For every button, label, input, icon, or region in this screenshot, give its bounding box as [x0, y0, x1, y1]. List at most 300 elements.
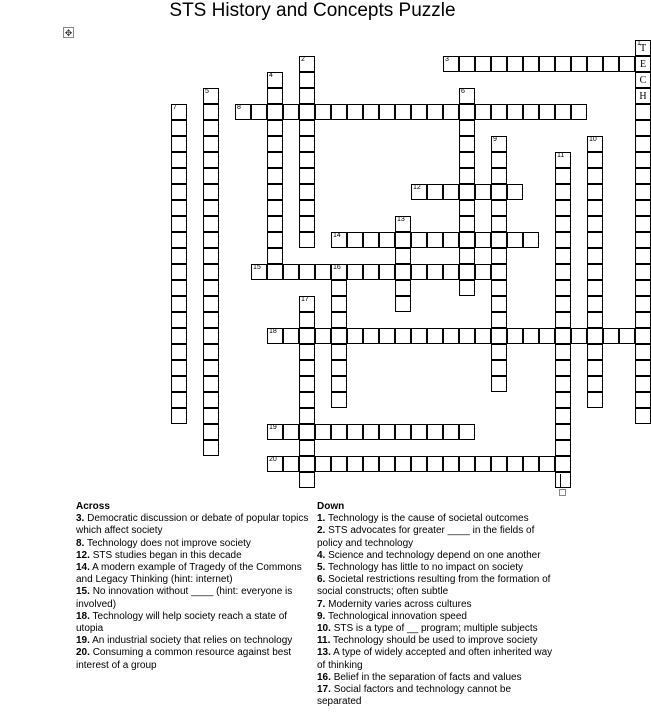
grid-cell[interactable] [491, 216, 507, 232]
grid-cell[interactable] [539, 104, 555, 120]
grid-cell[interactable] [267, 248, 283, 264]
clue-number: 17. [317, 684, 331, 696]
grid-cell[interactable] [427, 184, 443, 200]
grid-cell[interactable] [171, 120, 187, 136]
grid-cell[interactable] [459, 88, 475, 104]
grid-cell[interactable] [395, 280, 411, 296]
clue-text: A modern example of Tragedy of the Commons and Legacy Thinking (hint: internet) [76, 562, 302, 586]
move-handle-icon[interactable]: ✥ [64, 28, 73, 38]
grid-cell[interactable] [587, 152, 603, 168]
grid-cell[interactable] [603, 56, 619, 72]
grid-cell[interactable] [555, 280, 571, 296]
grid-cell[interactable] [203, 376, 219, 392]
grid-cell[interactable] [203, 136, 219, 152]
grid-cell[interactable] [491, 168, 507, 184]
grid-cell[interactable] [491, 152, 507, 168]
grid-cell[interactable] [267, 104, 283, 120]
grid-cell[interactable] [475, 232, 491, 248]
grid-cell[interactable] [587, 392, 603, 408]
clue-number: 18. [76, 610, 90, 622]
grid-cell[interactable] [459, 104, 475, 120]
grid-cell[interactable] [427, 456, 443, 472]
grid-cell[interactable] [427, 104, 443, 120]
grid-cell[interactable] [315, 456, 331, 472]
grid-cell[interactable] [587, 360, 603, 376]
grid-cell[interactable] [331, 232, 347, 248]
grid-cell[interactable] [459, 328, 475, 344]
grid-cell[interactable] [331, 360, 347, 376]
grid-cell[interactable] [635, 296, 651, 312]
grid-cell[interactable] [443, 184, 459, 200]
grid-cell[interactable] [523, 328, 539, 344]
grid-cell[interactable] [203, 296, 219, 312]
grid-cell[interactable] [171, 360, 187, 376]
grid-cell[interactable] [635, 184, 651, 200]
grid-cell[interactable] [587, 200, 603, 216]
grid-cell[interactable] [507, 56, 523, 72]
grid-cell[interactable] [555, 408, 571, 424]
grid-cell[interactable] [363, 232, 379, 248]
grid-cell[interactable] [171, 392, 187, 408]
grid-cell[interactable] [267, 216, 283, 232]
grid-cell[interactable] [635, 216, 651, 232]
grid-cell[interactable] [635, 88, 651, 104]
grid-cell[interactable] [587, 312, 603, 328]
grid-cell[interactable] [267, 72, 283, 88]
grid-cell[interactable] [299, 424, 315, 440]
grid-cell[interactable] [411, 456, 427, 472]
grid-cell[interactable] [475, 328, 491, 344]
grid-cell[interactable] [635, 168, 651, 184]
grid-cell[interactable] [555, 392, 571, 408]
grid-cell[interactable] [427, 424, 443, 440]
grid-cell[interactable] [539, 56, 555, 72]
grid-cell[interactable] [635, 312, 651, 328]
grid-cell[interactable] [331, 456, 347, 472]
grid-cell[interactable] [491, 264, 507, 280]
grid-cell[interactable] [459, 200, 475, 216]
grid-cell[interactable] [235, 104, 251, 120]
grid-cell[interactable] [491, 104, 507, 120]
grid-cell[interactable] [635, 280, 651, 296]
grid-cell[interactable] [171, 296, 187, 312]
grid-cell[interactable] [347, 232, 363, 248]
grid-cell[interactable] [555, 296, 571, 312]
grid-cell[interactable] [203, 152, 219, 168]
grid-cell[interactable] [299, 328, 315, 344]
grid-cell[interactable] [635, 152, 651, 168]
grid-cell[interactable] [347, 264, 363, 280]
grid-cell[interactable] [635, 72, 651, 88]
grid-cell[interactable] [635, 344, 651, 360]
grid-cell[interactable] [459, 424, 475, 440]
grid-cell[interactable] [299, 392, 315, 408]
grid-cell[interactable] [331, 280, 347, 296]
grid-cell[interactable] [443, 232, 459, 248]
grid-cell[interactable] [475, 184, 491, 200]
grid-cell[interactable] [203, 200, 219, 216]
grid-cell[interactable] [587, 136, 603, 152]
grid-cell[interactable] [491, 312, 507, 328]
grid-cell[interactable] [443, 456, 459, 472]
grid-cell[interactable] [347, 328, 363, 344]
grid-cell[interactable] [555, 376, 571, 392]
grid-cell[interactable] [267, 168, 283, 184]
grid-cell[interactable] [459, 232, 475, 248]
grid-cell[interactable] [587, 296, 603, 312]
grid-cell[interactable] [171, 136, 187, 152]
grid-cell[interactable] [555, 104, 571, 120]
grid-cell[interactable] [635, 360, 651, 376]
grid-cell[interactable] [379, 424, 395, 440]
grid-cell[interactable] [411, 232, 427, 248]
grid-cell[interactable] [523, 56, 539, 72]
grid-cell[interactable] [635, 232, 651, 248]
grid-cell[interactable] [203, 280, 219, 296]
grid-cell[interactable] [523, 232, 539, 248]
grid-cell[interactable] [571, 104, 587, 120]
grid-cell[interactable] [331, 392, 347, 408]
clue-number: 19. [76, 635, 90, 647]
grid-cell[interactable] [267, 456, 283, 472]
grid-cell[interactable] [555, 184, 571, 200]
grid-cell[interactable] [555, 472, 571, 488]
grid-cell[interactable] [363, 104, 379, 120]
grid-cell[interactable] [203, 104, 219, 120]
grid-cell[interactable] [603, 328, 619, 344]
grid-cell[interactable] [395, 456, 411, 472]
grid-cell[interactable] [539, 328, 555, 344]
grid-cell[interactable] [411, 264, 427, 280]
grid-cell[interactable] [299, 360, 315, 376]
grid-cell[interactable] [251, 264, 267, 280]
grid-cell[interactable] [507, 232, 523, 248]
grid-cell[interactable] [635, 248, 651, 264]
grid-cell[interactable] [171, 232, 187, 248]
clue-number: 11. [317, 635, 331, 647]
grid-cell[interactable] [171, 312, 187, 328]
grid-cell[interactable] [331, 344, 347, 360]
grid-cell[interactable] [283, 456, 299, 472]
grid-cell[interactable] [299, 136, 315, 152]
grid-cell[interactable] [299, 104, 315, 120]
grid-cell[interactable] [347, 104, 363, 120]
grid-cell[interactable] [587, 248, 603, 264]
grid-cell[interactable] [443, 424, 459, 440]
grid-cell[interactable] [491, 296, 507, 312]
grid-cell[interactable] [459, 168, 475, 184]
grid-cell[interactable] [299, 440, 315, 456]
grid-cell[interactable] [267, 184, 283, 200]
grid-cell[interactable] [491, 344, 507, 360]
grid-cell[interactable] [283, 264, 299, 280]
grid-cell[interactable] [299, 472, 315, 488]
grid-cell[interactable] [459, 456, 475, 472]
grid-cell[interactable] [299, 216, 315, 232]
paragraph-mark-icon [559, 489, 566, 496]
grid-cell[interactable] [635, 56, 651, 72]
grid-cell[interactable] [299, 312, 315, 328]
grid-cell[interactable] [299, 344, 315, 360]
grid-cell[interactable] [555, 344, 571, 360]
grid-cell[interactable] [363, 424, 379, 440]
grid-cell[interactable] [203, 344, 219, 360]
grid-cell[interactable] [491, 328, 507, 344]
grid-cell[interactable] [411, 424, 427, 440]
grid-cell[interactable] [459, 56, 475, 72]
grid-cell[interactable] [379, 456, 395, 472]
grid-cell[interactable] [555, 328, 571, 344]
grid-cell[interactable] [267, 152, 283, 168]
grid-cell[interactable] [459, 184, 475, 200]
grid-cell[interactable] [363, 264, 379, 280]
grid-cell[interactable] [491, 456, 507, 472]
grid-cell[interactable] [491, 184, 507, 200]
grid-cell[interactable] [203, 168, 219, 184]
grid-cell[interactable] [171, 216, 187, 232]
grid-cell[interactable] [635, 40, 651, 56]
grid-cell[interactable] [299, 120, 315, 136]
grid-cell[interactable] [299, 72, 315, 88]
grid-cell[interactable] [427, 264, 443, 280]
grid-cell[interactable] [635, 264, 651, 280]
grid-cell[interactable] [475, 264, 491, 280]
across-clue-list [76, 513, 314, 672]
grid-cell[interactable] [379, 104, 395, 120]
grid-cell[interactable] [555, 200, 571, 216]
grid-cell[interactable] [475, 104, 491, 120]
grid-cell[interactable] [171, 408, 187, 424]
grid-cell[interactable] [395, 424, 411, 440]
grid-cell[interactable] [555, 456, 571, 472]
grid-cell[interactable] [635, 376, 651, 392]
grid-cell[interactable] [491, 232, 507, 248]
grid-cell[interactable] [635, 104, 651, 120]
grid-cell[interactable] [555, 248, 571, 264]
grid-cell[interactable] [171, 328, 187, 344]
grid-cell[interactable] [555, 312, 571, 328]
grid-cell[interactable] [331, 424, 347, 440]
grid-cell[interactable] [411, 328, 427, 344]
grid-cell[interactable] [203, 264, 219, 280]
grid-cell[interactable] [283, 328, 299, 344]
grid-cell[interactable] [315, 264, 331, 280]
grid-cell[interactable] [635, 200, 651, 216]
grid-cell[interactable] [459, 120, 475, 136]
grid-cell[interactable] [491, 280, 507, 296]
grid-cell[interactable] [555, 232, 571, 248]
grid-cell[interactable] [379, 328, 395, 344]
grid-cell[interactable] [395, 264, 411, 280]
grid-cell[interactable] [299, 296, 315, 312]
grid-cell[interactable] [635, 120, 651, 136]
grid-cell[interactable] [459, 152, 475, 168]
grid-cell[interactable] [459, 216, 475, 232]
grid-cell[interactable] [555, 56, 571, 72]
grid-cell[interactable] [587, 168, 603, 184]
grid-cell[interactable] [555, 440, 571, 456]
grid-cell[interactable] [379, 232, 395, 248]
grid-cell[interactable] [171, 248, 187, 264]
grid-cell[interactable] [395, 232, 411, 248]
grid-cell[interactable] [315, 104, 331, 120]
grid-cell[interactable] [299, 264, 315, 280]
grid-cell[interactable] [267, 328, 283, 344]
grid-cell[interactable] [379, 264, 395, 280]
grid-cell[interactable] [587, 376, 603, 392]
grid-cell[interactable] [283, 104, 299, 120]
grid-cell[interactable] [203, 232, 219, 248]
grid-cell[interactable] [555, 216, 571, 232]
grid-cell[interactable] [331, 296, 347, 312]
grid-cell[interactable] [171, 152, 187, 168]
grid-cell[interactable] [555, 152, 571, 168]
grid-cell[interactable] [459, 280, 475, 296]
grid-cell[interactable] [267, 424, 283, 440]
grid-cell[interactable] [171, 344, 187, 360]
grid-cell[interactable] [395, 248, 411, 264]
grid-cell[interactable] [171, 184, 187, 200]
grid-cell[interactable] [491, 56, 507, 72]
grid-cell[interactable] [635, 408, 651, 424]
grid-cell[interactable] [395, 296, 411, 312]
grid-cell[interactable] [203, 312, 219, 328]
grid-cell[interactable] [299, 152, 315, 168]
grid-cell[interactable] [587, 328, 603, 344]
grid-cell[interactable] [283, 424, 299, 440]
grid-cell[interactable] [411, 184, 427, 200]
grid-cell[interactable] [619, 56, 635, 72]
grid-cell[interactable] [395, 328, 411, 344]
grid-cell[interactable] [299, 376, 315, 392]
grid-cell[interactable] [299, 56, 315, 72]
grid-cell[interactable] [427, 232, 443, 248]
grid-cell[interactable] [347, 424, 363, 440]
grid-cell[interactable] [395, 216, 411, 232]
grid-cell[interactable] [395, 104, 411, 120]
grid-cell[interactable] [331, 328, 347, 344]
grid-cell[interactable] [299, 200, 315, 216]
grid-cell[interactable] [443, 264, 459, 280]
grid-cell[interactable] [555, 168, 571, 184]
grid-cell[interactable] [299, 168, 315, 184]
grid-cell[interactable] [203, 440, 219, 456]
grid-cell[interactable] [251, 104, 267, 120]
grid-cell[interactable] [587, 344, 603, 360]
grid-cell[interactable] [587, 280, 603, 296]
grid-cell[interactable] [299, 232, 315, 248]
grid-cell[interactable] [203, 216, 219, 232]
grid-cell[interactable] [619, 328, 635, 344]
grid-cell[interactable] [347, 456, 363, 472]
grid-cell[interactable] [267, 120, 283, 136]
grid-cell[interactable] [507, 456, 523, 472]
grid-cell[interactable] [315, 328, 331, 344]
grid-cell[interactable] [331, 376, 347, 392]
grid-cell[interactable] [203, 360, 219, 376]
grid-cell[interactable] [267, 264, 283, 280]
grid-cell[interactable] [523, 104, 539, 120]
grid-cell[interactable] [171, 376, 187, 392]
grid-cell[interactable] [507, 328, 523, 344]
grid-cell[interactable] [507, 104, 523, 120]
grid-cell[interactable] [331, 264, 347, 280]
grid-cell[interactable] [475, 456, 491, 472]
grid-cell[interactable] [635, 136, 651, 152]
grid-cell[interactable] [411, 104, 427, 120]
grid-cell[interactable] [635, 392, 651, 408]
grid-cell[interactable] [443, 104, 459, 120]
grid-cell[interactable] [507, 184, 523, 200]
grid-cell[interactable] [635, 328, 651, 344]
grid-cell[interactable] [203, 392, 219, 408]
grid-cell[interactable] [475, 56, 491, 72]
grid-cell[interactable] [331, 312, 347, 328]
grid-cell[interactable] [363, 328, 379, 344]
grid-cell[interactable] [299, 88, 315, 104]
grid-cell[interactable] [203, 328, 219, 344]
grid-cell[interactable] [459, 248, 475, 264]
grid-cell[interactable] [523, 456, 539, 472]
across-clue [76, 586, 314, 610]
grid-cell[interactable] [555, 360, 571, 376]
grid-cell[interactable] [315, 424, 331, 440]
grid-cell[interactable] [539, 456, 555, 472]
grid-cell[interactable] [267, 88, 283, 104]
grid-cell[interactable] [459, 264, 475, 280]
grid-cell[interactable] [299, 408, 315, 424]
grid-cell[interactable] [203, 408, 219, 424]
grid-cell[interactable] [331, 104, 347, 120]
grid-cell[interactable] [299, 184, 315, 200]
grid-cell[interactable] [203, 120, 219, 136]
grid-cell[interactable] [427, 328, 443, 344]
grid-cell[interactable] [267, 232, 283, 248]
grid-cell[interactable] [443, 56, 459, 72]
grid-cell[interactable] [203, 88, 219, 104]
clue-number: 17 [301, 296, 309, 303]
grid-cell[interactable] [555, 264, 571, 280]
grid-cell[interactable] [299, 456, 315, 472]
grid-cell[interactable] [491, 376, 507, 392]
grid-cell[interactable] [203, 184, 219, 200]
grid-cell[interactable] [443, 328, 459, 344]
grid-cell[interactable] [587, 216, 603, 232]
grid-cell[interactable] [571, 328, 587, 344]
grid-cell[interactable] [459, 136, 475, 152]
grid-cell[interactable] [587, 184, 603, 200]
grid-cell[interactable] [363, 456, 379, 472]
grid-cell[interactable] [203, 424, 219, 440]
grid-cell[interactable] [491, 360, 507, 376]
grid-cell[interactable] [267, 200, 283, 216]
grid-cell[interactable] [491, 200, 507, 216]
grid-cell[interactable] [491, 248, 507, 264]
grid-cell[interactable] [571, 56, 587, 72]
grid-cell[interactable] [171, 264, 187, 280]
grid-cell[interactable] [171, 104, 187, 120]
grid-cell[interactable] [491, 136, 507, 152]
grid-cell[interactable] [555, 424, 571, 440]
grid-cell[interactable] [171, 280, 187, 296]
grid-cell[interactable] [171, 200, 187, 216]
grid-cell[interactable] [171, 168, 187, 184]
grid-cell[interactable] [587, 232, 603, 248]
grid-cell[interactable] [203, 248, 219, 264]
grid-cell[interactable] [587, 56, 603, 72]
grid-cell[interactable] [267, 136, 283, 152]
grid-cell[interactable] [587, 264, 603, 280]
